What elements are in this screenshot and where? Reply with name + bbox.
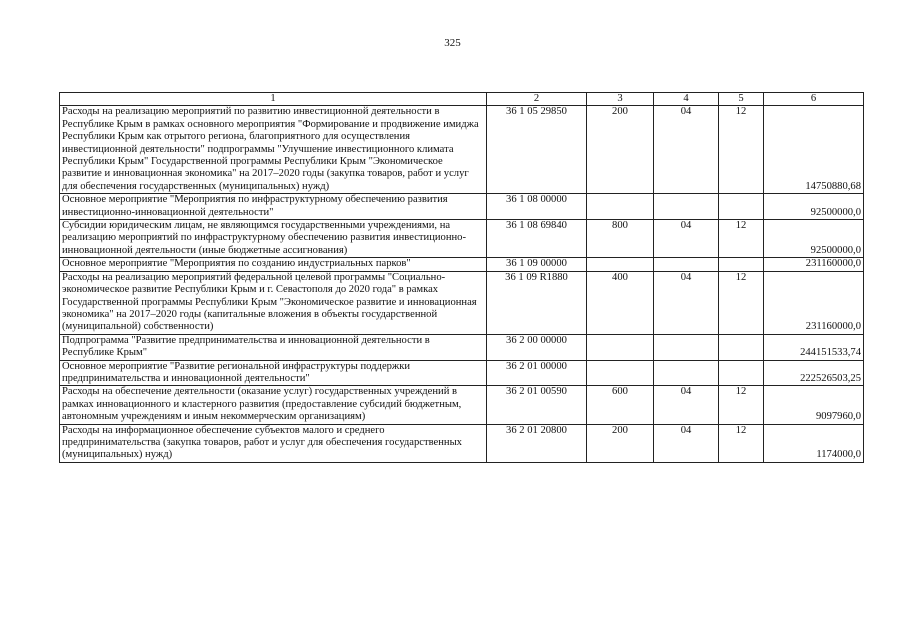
subsection [719,360,764,386]
budget-code: 36 2 00 00000 [487,334,587,360]
column-header: 5 [719,93,764,106]
expense-type: 400 [587,271,654,334]
table-row [60,334,864,360]
budget-table [59,92,864,463]
expense-type: 800 [587,220,654,258]
section: 04 [654,386,719,424]
amount: 244151533,74 [764,334,864,360]
expense-description: Основное мероприятие "Мероприятия по созданию индустриальных парков" [60,258,487,271]
section: 04 [654,220,719,258]
expense-type [587,258,654,271]
subsection: 12 [719,424,764,462]
column-header: 3 [587,93,654,106]
section: 04 [654,106,719,194]
table-row [60,271,864,334]
budget-code: 36 1 08 00000 [487,194,587,220]
budget-code: 36 2 01 00590 [487,386,587,424]
subsection [719,334,764,360]
expense-type: 600 [587,386,654,424]
subsection: 12 [719,106,764,194]
budget-code: 36 1 08 69840 [487,220,587,258]
amount: 231160000,0 [764,271,864,334]
expense-description: Подпрограмма "Развитие предпринимательства и инновационной деятельности в Республике Крым" [60,334,487,360]
expense-type [587,194,654,220]
table-row [60,360,864,386]
subsection: 12 [719,220,764,258]
section: 04 [654,424,719,462]
table-header-row [60,93,864,106]
expense-type [587,360,654,386]
section [654,194,719,220]
section [654,258,719,271]
expense-description: Субсидии юридическим лицам, не являющимся государственными учреждениями, на реализацию мероприятий по инфраструктурному обеспечению развития инвестиционно-инновационной деятельности (иные бюджетные ассигнования) [60,220,487,258]
section [654,360,719,386]
table-row [60,258,864,271]
table-row [60,194,864,220]
expense-description: Расходы на информационное обеспечение субъектов малого и среднего предпринимательства (закупка товаров, работ и услуг для обеспечения государственных (муниципальных) нужд) [60,424,487,462]
expense-description: Расходы на реализацию мероприятий по развитию инвестиционной деятельности в Республике Крым в рамках основного мероприятия "Формирование и продвижение имиджа Республики Крым как отрытого региона, благоприятного для осуществления инвестиционной деятельности" подпрограммы "Улучшение инвестиционного климата Республики Крым" Государственной программы Республики Крым "Экономическое развитие и инновационная экономика" на 2017–2020 годы (закупка товаров, работ и услуг для обеспечения государственных (муниципальных) нужд) [60,106,487,194]
amount: 9097960,0 [764,386,864,424]
table-row [60,220,864,258]
expense-type: 200 [587,424,654,462]
budget-code: 36 1 05 29850 [487,106,587,194]
expense-description: Основное мероприятие "Развитие региональной инфраструктуры поддержки предпринимательства и инновационной деятельности" [60,360,487,386]
table-row [60,386,864,424]
budget-code: 36 2 01 00000 [487,360,587,386]
amount: 92500000,0 [764,194,864,220]
expense-type: 200 [587,106,654,194]
budget-code: 36 2 01 20800 [487,424,587,462]
table-row [60,424,864,462]
expense-description: Основное мероприятие "Мероприятия по инфраструктурному обеспечению развития инвестиционно-инновационной деятельности" [60,194,487,220]
column-header: 2 [487,93,587,106]
amount: 1174000,0 [764,424,864,462]
column-header: 4 [654,93,719,106]
expense-type [587,334,654,360]
table-row [60,106,864,194]
page-number: 325 [444,37,461,49]
amount: 92500000,0 [764,220,864,258]
column-header: 1 [60,93,487,106]
budget-code: 36 1 09 R1880 [487,271,587,334]
subsection: 12 [719,386,764,424]
section [654,334,719,360]
subsection [719,258,764,271]
budget-code: 36 1 09 00000 [487,258,587,271]
amount: 14750880,68 [764,106,864,194]
column-header: 6 [764,93,864,106]
subsection [719,194,764,220]
subsection: 12 [719,271,764,334]
section: 04 [654,271,719,334]
amount: 231160000,0 [764,258,864,271]
amount: 222526503,25 [764,360,864,386]
expense-description: Расходы на реализацию мероприятий федеральной целевой программы "Социально-экономическое развитие Республики Крым и г. Севастополя до 2020 года" в рамках Государственной программы Республики Крым "Экономическое развитие и инновационная экономика" на 2017–2020 годы (капитальные вложения в объекты государственной (муниципальной) собственности) [60,271,487,334]
expense-description: Расходы на обеспечение деятельности (оказание услуг) государственных учреждений в рамках инновационного и кластерного развития (предоставление субсидий бюджетным, автономным учреждениям и иным некоммерческим организациям) [60,386,487,424]
